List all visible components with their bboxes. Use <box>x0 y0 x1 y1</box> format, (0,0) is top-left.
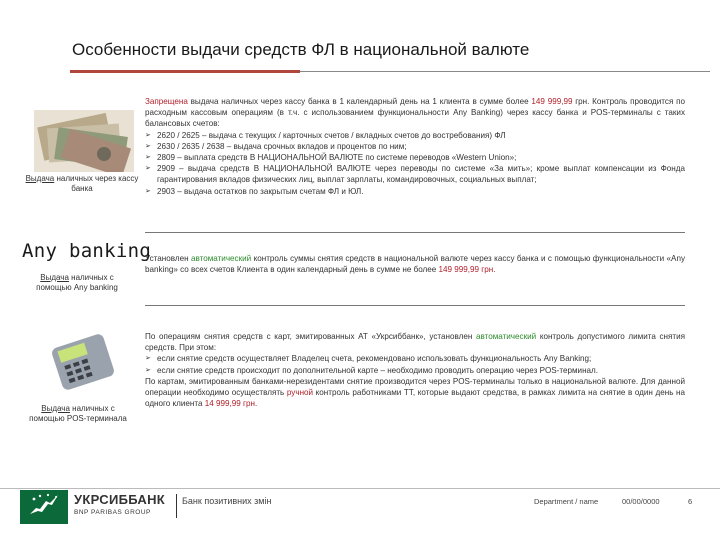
restriction-text-2: грн. Контроль проводится по расходным кассовым операциям (в т.ч. с использованием функциональности Any Banking) через кассу банка и POS-терминалы с таких балансовых счетов: <box>145 97 685 129</box>
limit-amount: 14 999,99 <box>204 399 241 409</box>
caption-cash-desk <box>22 174 142 194</box>
pos-text-3: По картам, эмитированным банками-нерезидентами снятие производится через POS-терминалы только в национальной валюте. Для данной операции необходимо осуществлять <box>145 376 685 398</box>
pos-conditions-list <box>145 353 685 375</box>
list-item: ➢ 2630 / 2635 / 2638 – выдача срочных вкладов и процентов по ним; <box>145 141 685 152</box>
automatic-label: автоматический <box>475 332 537 341</box>
limit-amount: 149 999,99 <box>531 97 573 106</box>
section-divider <box>145 305 685 306</box>
caption-pos-terminal <box>28 404 128 424</box>
control-text-2: контроль суммы снятия средств в национальной валюте через кассу банка и с помощью функциональности «Any banking» со всех счетов Клиента в один календарный день в сумме не более <box>145 254 686 275</box>
ukrsibbank-logo-icon <box>20 490 68 524</box>
caption-any-banking <box>22 273 132 293</box>
pos-text-1: По операциям снятия средств с карт, эмитированных АТ «Укрсиббанк», установлен <box>145 332 476 341</box>
caption-pos-underlined: Выдача <box>41 404 70 413</box>
page-title: Особенности выдачи средств ФЛ в национальной валюте <box>72 40 530 59</box>
cash-desk-restriction-text <box>145 96 685 197</box>
footer-date: 00/00/0000 <box>622 497 660 506</box>
footer-divider <box>0 488 720 489</box>
manual-label: ручной <box>286 388 314 398</box>
title-accent-bar <box>70 70 300 73</box>
list-item: ➢ 2903 – выдача остатков по закрытым счетам ФЛ и ЮЛ. <box>145 186 685 197</box>
page-number: 6 <box>688 497 693 506</box>
pos-text-2: контроль допустимого лимита снятия средств. При этом: <box>145 332 685 353</box>
pos-terminal-image <box>48 330 118 390</box>
department-name: Department / name <box>534 497 599 506</box>
bank-group: BNP PARIBAS GROUP <box>74 509 151 516</box>
caption-cash-desk-rest: наличных через кассу банка <box>54 174 139 193</box>
logo-divider <box>176 494 177 518</box>
pos-terminal-text <box>145 331 685 409</box>
list-item: ➢ 2809 – выплата средств В НАЦИОНАЛЬНОЙ ВАЛЮТЕ по системе переводов «Western Union»; <box>145 152 685 163</box>
prohibited-label: Запрещена <box>145 97 188 106</box>
bank-name: УКРСИББАНК <box>74 492 166 507</box>
list-item: ➢ 2620 / 2625 – выдача с текущих / карточных счетов / вкладных счетов до востребования) ФЛ <box>145 130 685 141</box>
pos-text-4: контроль работниками ТТ, которые выдают средства, в рамках лимита на снятие в один день на одного клиента <box>145 388 685 409</box>
caption-pos-rest: наличных с помощью POS-терминала <box>29 404 127 423</box>
list-item: ➢ если снятие средств осуществляет Владелец счета, рекомендовано использовать функциональность Any Banking; <box>145 353 685 364</box>
control-text-1: Установлен <box>145 254 191 263</box>
caption-any-banking-underlined: Выдача <box>40 273 69 282</box>
caption-any-banking-rest: наличных с помощью Any banking <box>36 273 118 292</box>
cash-banknotes-image <box>34 110 134 172</box>
currency-label: грн. <box>240 399 258 409</box>
any-banking-logo: Any banking <box>22 240 152 262</box>
bank-slogan: Банк позитивних змін <box>182 496 272 506</box>
any-banking-control-text <box>145 253 685 275</box>
currency-label: грн. <box>479 265 496 275</box>
automatic-label: автоматический <box>190 254 252 263</box>
section-divider <box>145 232 685 233</box>
list-item: ➢ если снятие средств происходит по дополнительной карте – необходимо проводить операцию через POS-терминал. <box>145 365 685 376</box>
caption-cash-desk-underlined: Выдача <box>25 174 55 183</box>
list-item: ➢ 2909 – выдача средств В НАЦИОНАЛЬНОЙ ВАЛЮТЕ через переводы по системе «За мить»; кроме выплат компенсации из Фонда гарантирования вкладов физических лиц, выплат зарплаты, командировочных, социальных выплат; <box>145 163 685 185</box>
restriction-text-1: выдача наличных через кассу банка в 1 календарный день на 1 клиента в сумме более <box>187 97 532 106</box>
limit-amount: 149 999,99 <box>438 265 480 275</box>
balance-accounts-list <box>145 130 685 197</box>
